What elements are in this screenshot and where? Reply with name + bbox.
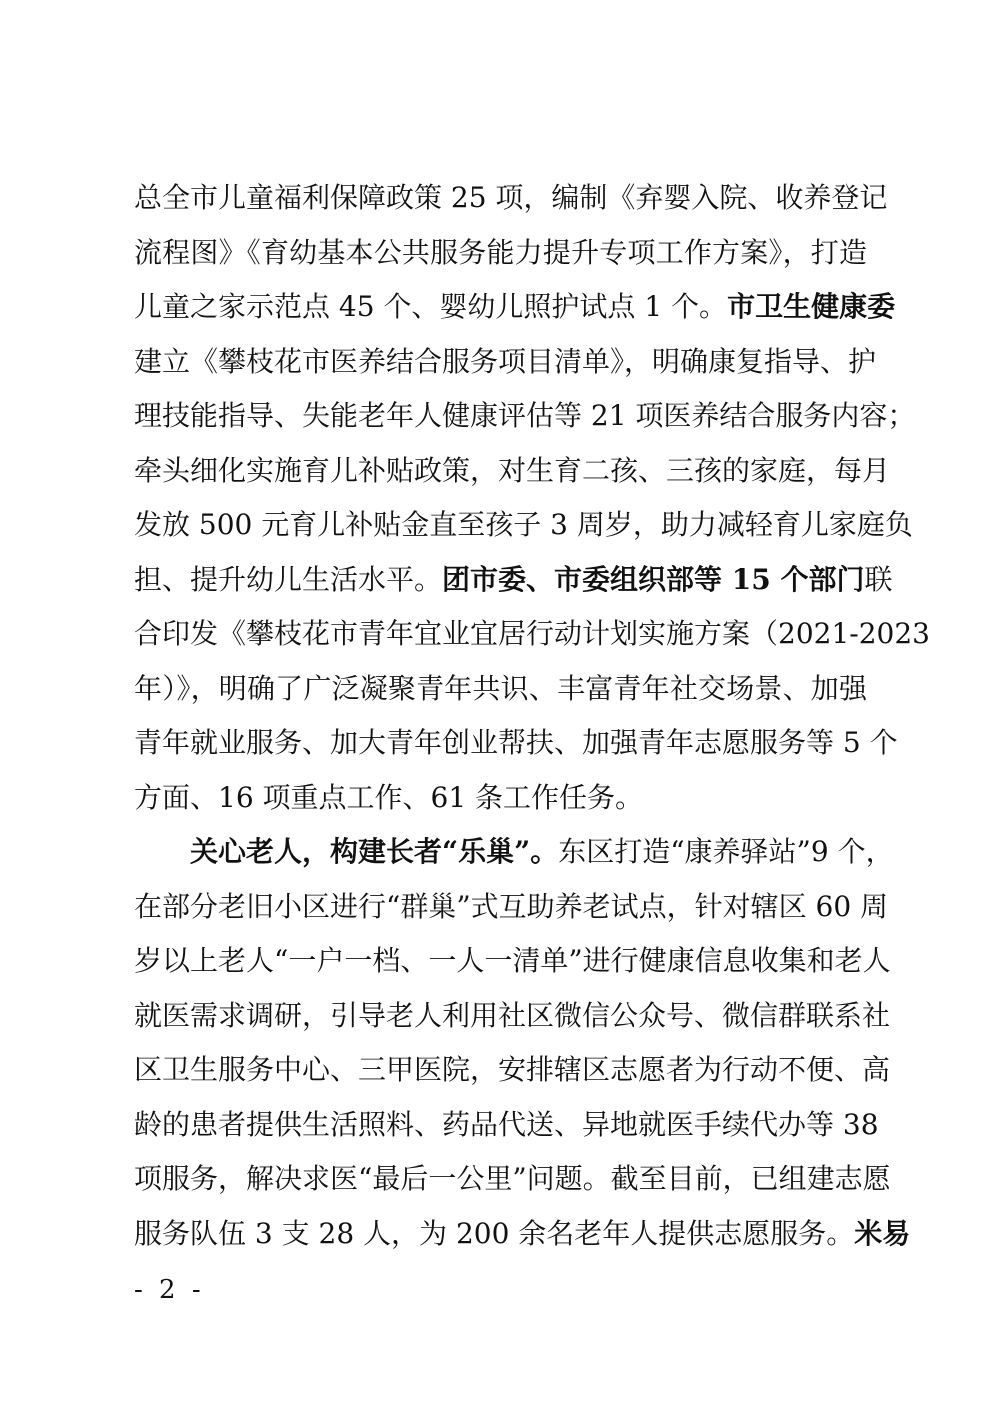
body-line: 项服务，解决求医“最后一公里”问题。截至目前，已组建志愿 (134, 1162, 891, 1195)
body-line: 年）》，明确了广泛凝聚青年共识、丰富青年社交场景、加强 (134, 672, 867, 705)
body-line: 合印发《攀枝花市青年宜业宜居行动计划实施方案（2021-2023 (134, 617, 930, 650)
body-line: 服务队伍 3 支 28 人，为 200 余名老年人提供志愿服务。米易 (134, 1217, 911, 1250)
body-line: 牵头细化实施育儿补贴政策，对生育二孩、三孩的家庭，每月 (134, 454, 891, 487)
body-line: 岁以上老人“一户一档、一人一清单”进行健康信息收集和老人 (134, 944, 891, 977)
body-line: 流程图》《育幼基本公共服务能力提升专项工作方案》，打造 (134, 236, 867, 269)
body-line: 在部分老旧小区进行“群巢”式互助养老试点，针对辖区 60 周 (134, 890, 889, 923)
bold-phrase: 米易 (854, 1217, 911, 1250)
body-line: 建立《攀枝花市医养结合服务项目清单》，明确康复指导、护 (134, 345, 877, 378)
page-number: - 2 - (134, 1275, 205, 1305)
body-line: 发放 500 元育儿补贴金直至孩子 3 周岁，助力减轻育儿家庭负 (134, 508, 913, 541)
body-line: 就医需求调研，引导老人利用社区微信公众号、微信群联系社 (134, 999, 891, 1032)
bold-phrase: 市卫生健康委 (727, 290, 896, 323)
body-line: 青年就业服务、加大青年创业帮扶、加强青年志愿服务等 5 个 (134, 726, 898, 759)
section-heading: 关心老人，构建长者“乐巢”。 (190, 835, 559, 868)
body-line: 儿童之家示范点 45 个、婴幼儿照护试点 1 个。市卫生健康委 (134, 290, 896, 323)
body-line: 总全市儿童福利保障政策 25 项，编制《弃婴入院、收养登记 (134, 181, 888, 214)
bold-phrase: 团市委、市委组织部等 15 个部门 (442, 563, 865, 596)
body-line: 关心老人，构建长者“乐巢”。东区打造“康养驿站”9 个， (190, 835, 894, 868)
body-line: 龄的患者提供生活照料、药品代送、异地就医手续代办等 38 (134, 1108, 879, 1141)
body-line: 区卫生服务中心、三甲医院，安排辖区志愿者为行动不便、高 (134, 1053, 891, 1086)
body-line: 担、提升幼儿生活水平。团市委、市委组织部等 15 个部门联 (134, 563, 893, 596)
body-line: 理技能指导、失能老年人健康评估等 21 项医养结合服务内容； (134, 399, 916, 432)
body-line: 方面、16 项重点工作、61 条工作任务。 (134, 781, 644, 814)
